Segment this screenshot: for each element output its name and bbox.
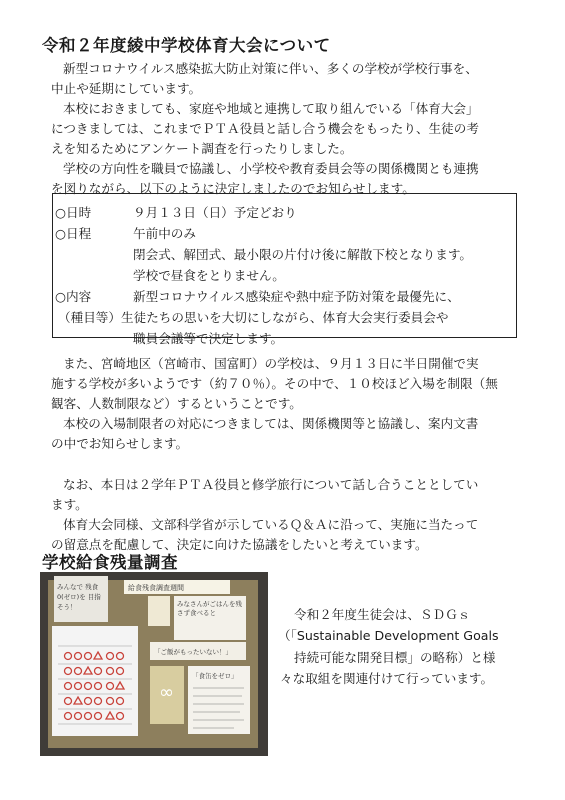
date-value: ９月１３日（日）予定どおり <box>133 205 297 220</box>
schedule-line: 閉会式、解団式、最小限の片付け後に解散下校となります。 <box>133 247 473 262</box>
banner-text: 給食残食調査週間 <box>128 584 184 592</box>
after-line: 本校の入場制限者の対応につきましては、関係機関等と協議し、案内文書 <box>63 416 479 431</box>
intro-line: 新型コロナウイルス感染拡大防止対策に伴い、多くの学校が学校行事を、 <box>63 61 478 76</box>
content-sublabel: （種目等） <box>58 310 121 325</box>
content-line: 新型コロナウイルス感染症や熱中症予防対策を最優先に、 <box>133 289 460 304</box>
bulletin-board-photo <box>40 572 268 756</box>
content-line: 職員会議等で決定します。 <box>133 331 284 346</box>
closing-line: ます。 <box>51 497 88 512</box>
sdgs-line: 々な取組を関連付けて行っています。 <box>280 671 494 686</box>
section-title-sports-day: 令和２年度綾中学校体育大会について <box>42 36 331 55</box>
middle-sign-2-text: 「ご飯がもったいない！」 <box>154 648 232 656</box>
after-line: また、宮崎地区（宮崎市、国富町）の学校は、９月１３日に半日開催で実 <box>63 356 479 371</box>
survey-sheet <box>52 626 138 736</box>
after-line: 観客、人数制限など）するということです。 <box>51 396 302 411</box>
left-sign <box>54 576 108 622</box>
schedule-label: ○日程 <box>55 226 92 241</box>
closing-line: なお、本日は２学年ＰＴＡ役員と修学旅行について話し合うこととしてい <box>63 477 479 492</box>
intro-line: 中止や延期にしています。 <box>51 81 202 96</box>
intro-line: を図りながら、以下のように決定しましたのでお知らせします。 <box>51 181 415 196</box>
intro-line: えを知るためにアンケート調査を行ったりしました。 <box>51 141 353 156</box>
right-sign <box>188 666 250 734</box>
sdgs-line: （「Sustainable Development Goals <box>278 628 499 643</box>
middle-sign-text: みなさんがごはんを残さず食べると <box>177 600 242 617</box>
intro-line: 学校の方向性を職員で協議し、小学校や教育委員会等の関係機関とも連携 <box>63 161 479 176</box>
survey-marks <box>52 626 138 736</box>
section-title-lunch-survey: 学校給食残量調査 <box>42 553 178 572</box>
infinity-icon: ∞ <box>159 682 174 703</box>
after-line: 施する学校が多いようです（約７０％）。その中で、１０校ほど入場を制限（無 <box>51 376 498 391</box>
intro-line: につきましては、これまでＰＴＡ役員と話し合う機会をもったり、生徒の考 <box>51 121 479 136</box>
middle-sign <box>174 596 246 640</box>
schedule-line: 午前中のみ <box>133 226 196 241</box>
banner <box>124 580 230 594</box>
rice-picture <box>148 596 170 626</box>
date-label: ○日時 <box>55 205 92 220</box>
sdgs-line: 持続可能な開発目標」の略称）と様 <box>294 650 496 665</box>
sdg-picture <box>150 666 184 724</box>
after-line: の中でお知らせします。 <box>51 436 189 451</box>
closing-line: の留意点を配慮して、決定に向けた協議をしたいと考えています。 <box>51 537 428 552</box>
left-sign-text: みんなで 残食0(ゼロ)を 目指そう！ <box>57 583 101 611</box>
right-sign-text: 「食缶をゼロ」 <box>192 672 238 680</box>
sdgs-line: 令和２年度生徒会は、ＳＤＧｓ <box>294 607 471 622</box>
content-label: ○内容 <box>55 289 92 304</box>
middle-sign-2 <box>150 642 246 660</box>
content-line: 生徒たちの思いを大切にしながら、体育大会実行委員会や <box>121 310 449 325</box>
intro-line: 本校におきましても、家庭や地域と連携して取り組んでいる「体育大会」 <box>63 101 479 116</box>
closing-line: 体育大会同様、文部科学省が示しているＱ＆Ａに沿って、実施に当たって <box>63 517 479 532</box>
schedule-line: 学校で昼食をとりません。 <box>133 268 285 283</box>
